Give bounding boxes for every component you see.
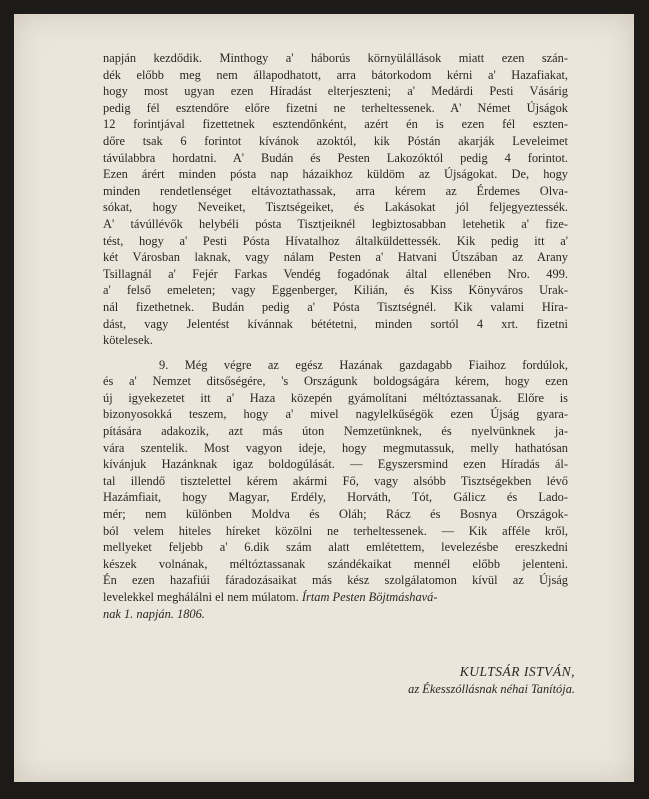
document-body xyxy=(103,50,568,622)
dateline-text: Írtam Pesten Böjtmáshavá- xyxy=(301,590,438,604)
paragraph-line: Tsillagnál a' Fejér Farkas Vendég fogadónak által ellenében Nro. 499. xyxy=(103,266,568,281)
paragraph-line: új igyekezetet itt a' Haza közepén gyámolítani méltóztassanak. Előre is xyxy=(103,390,568,405)
paragraph-line: 12 forintjával fizettetnek esztendőnként, azért én is ezen fél eszten- xyxy=(103,117,568,132)
closing-line xyxy=(103,589,568,606)
paragraph-line: dőre tsak 6 forintot kívánok azoktól, kik Póstán akarják Leveleimet xyxy=(103,133,568,148)
paragraph-line: bizonyosokká teszem, hogy a' mivel nagylelkűségök ezen Újság gyara- xyxy=(103,407,568,422)
paragraph-line: Hazámfiait, hogy Magyar, Erdély, Horváth, Tót, Gálicz és Lado- xyxy=(103,490,568,505)
paragraph-line: levelekkel meghálálni el nem múlatom. xyxy=(103,590,299,604)
paragraph-line: sókat, hogy Neveiket, Tisztségeiket, és Lakásokat jól feljegyeztessék. xyxy=(103,200,568,215)
paragraph-appeal xyxy=(103,357,568,589)
dateline-end-text: nak 1. napján. 1806. xyxy=(103,606,205,621)
signature-block xyxy=(408,664,575,697)
paragraph-subscription xyxy=(103,50,568,349)
paragraph-line: Én ezen hazafiúi fáradozásaikat más kész szolgálatomon kívül az Újság xyxy=(103,573,568,588)
paragraph-line: készek volnának, méltóztassanak szándékaikat mennél előbb jelenteni. xyxy=(103,556,568,571)
paragraph-line: és a' Nemzet ditsőségére, 's Országunk boldogságára kérem, hogy ezen xyxy=(103,374,568,389)
signature-name: KULTSÁR ISTVÁN, xyxy=(459,664,575,679)
paragraph-line: dást, vagy Jelentést kívánnak bététetni, minden sortól 4 xrt. fizetni xyxy=(103,316,568,331)
paragraph-line: A' távúllévők helybéli pósta Tisztjeiknél legbiztosabban letehetik a' fize- xyxy=(103,216,568,231)
paragraph-line: pítására adakozik, azt más úton Nemzetünknek, és nyelvünknek ja- xyxy=(103,424,568,439)
paragraph-line: tal illendő tisztelettel kérem akármi Fő, vagy alsóbb Tisztségekben lévő xyxy=(103,473,568,488)
paragraph-line: a' felső emeleten; vagy Eggenberger, Kilián, és Kiss Könyváros Urak- xyxy=(103,283,568,298)
paragraph-line: napján kezdődik. Minthogy a' háborús környülállások miatt ezen szán- xyxy=(103,51,568,65)
paragraph-line: nál fizethetnek. Budán pedig a' Pósta Tisztségnél. Kik valami Híra- xyxy=(103,299,568,314)
paragraph-line: Ezen árért minden pósta nap házaikhoz küldöm az Újságokat. De, hogy xyxy=(103,167,568,182)
paragraph-line: kötelesek. xyxy=(103,333,153,348)
dateline-end xyxy=(103,606,568,623)
paragraph-line: távúlabbra hordatni. A' Budán és Pesten Lakozóktól pedig 4 forintot. xyxy=(103,150,568,165)
paragraph-line: vára szentelik. Most vagyon ideje, hogy megmutassuk, melly hathatósan xyxy=(103,440,568,455)
paragraph-line: pedig fél esztendőre előre fizetni ne terheltessenek. A' Német Újságok xyxy=(103,100,568,115)
paragraph-line: mellyeket feljebb a' 6.dik szám alatt emlétettem, levelezésbe ereszkedni xyxy=(103,540,568,555)
paragraph-line: minden rendetlenséget eltávoztathassak, arra kérem az Érdemes Olva- xyxy=(103,183,568,198)
paragraph-line: tést, hogy a' Pesti Pósta Hívatalhoz általküldettessék. Kik pedig itt a' xyxy=(103,233,568,248)
paragraph-line: hogy most ugyan ezen Híradást elterjeszteni; a' Medárdi Pesti Vásárig xyxy=(103,84,568,99)
paragraph-line: 9. Még végre az egész Hazának gazdagabb Fiaihoz fordúlok, xyxy=(159,357,568,372)
paragraph-line: dék előbb meg nem állapodhatott, arra bátorkodom kérni a' Hazafiakat, xyxy=(103,67,568,82)
paragraph-line: ból velem hiteles híreket közölni ne terheltessenek. — Kik afféle kről, xyxy=(103,523,568,538)
paragraph-line: mér; nem különben Moldva és Oláh; Rácz és Bosnya Országok- xyxy=(103,507,568,522)
paragraph-line: kívánjuk Hazánknak igaz boldogúlását. — Egyszersmind ezen Híradás ál- xyxy=(103,457,568,472)
signature-role: az Ékesszóllásnak néhai Tanítója. xyxy=(408,682,575,696)
closing-block xyxy=(103,589,568,622)
paragraph-line: két Városban laknak, vagy nálam Pesten a' Hatvani Útszában az Arany xyxy=(103,250,568,265)
